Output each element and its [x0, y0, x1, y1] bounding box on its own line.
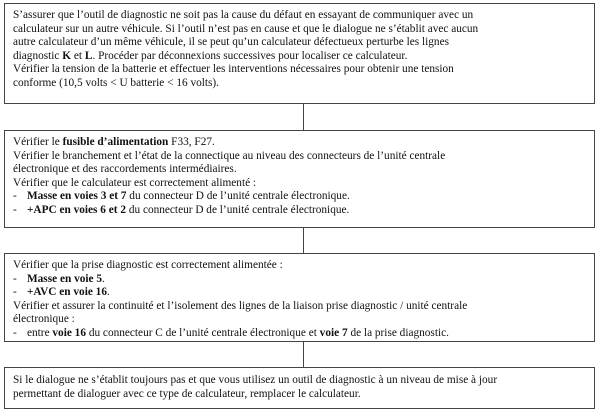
- step1-line-4a: diagnostic: [13, 49, 60, 62]
- step4-line-2: permettant de dialoguer avec ce type de calculateur, remplacer le calculateur.: [13, 387, 361, 400]
- flow-connector-3: [303, 342, 304, 367]
- step3-line-4: Vérifier et assurer la continuité et l’isolement des lignes de la liaison prise diagnostic / unité centrale: [13, 299, 468, 312]
- flow-connector-1: [303, 104, 304, 130]
- step4-line-1: Si le dialogue ne s’établit toujours pas et que vous utilisez un outil de diagnostic à un niveau de mise à jour: [13, 374, 498, 386]
- step1-line-3: autre calculateur d’un même véhicule, il se peut qu’un calculateur défectueux perturbe les lignes: [13, 36, 449, 49]
- step-box-2: [4, 130, 595, 228]
- step3-bullet-1: [13, 273, 586, 287]
- step3-bullet-3a: entre: [27, 326, 50, 339]
- step3-line-1: Vérifier que la prise diagnostic est correctement alimentée :: [13, 259, 283, 271]
- step2-line-4: Vérifier que le calculateur est correctement alimenté :: [13, 176, 257, 189]
- step2-bullet-1: [13, 190, 586, 204]
- step1-line-5: Vérifier la tension de la batterie et effectuer les interventions nécessaires pour obtenir une tension: [13, 63, 454, 76]
- period: .: [212, 136, 215, 148]
- bullet-dash: -: [13, 272, 17, 285]
- step2-bullet-2: [13, 204, 586, 218]
- step3-bullet-3: [13, 327, 586, 341]
- fuse-f27: F27: [194, 136, 212, 148]
- step1-line-4c: et: [73, 49, 83, 62]
- bullet-dash: -: [13, 190, 17, 203]
- step2-bullet-2-text: du connecteur D de l’unité centrale électronique.: [128, 203, 350, 216]
- step1-line-4e: . Procéder par déconnexions successives pour localiser ce calculateur.: [92, 49, 408, 62]
- pin-7-label: voie 7: [319, 326, 348, 339]
- bullet-dash: -: [13, 326, 17, 339]
- period: .: [106, 286, 110, 299]
- ground-pin-label: Masse en voie 5: [27, 272, 102, 285]
- pin-16-label: voie 16: [52, 326, 86, 339]
- step1-line-1: S’assurer que l’outil de diagnostic ne soit pas la cause du défaut en essayant de communiquer avec un: [13, 9, 474, 21]
- bullet-dash: -: [13, 286, 17, 299]
- step-box-1: [4, 3, 595, 104]
- step-box-4: [4, 367, 595, 409]
- step2-line-3: électronique et des raccordements intermédiaires.: [13, 163, 237, 176]
- step3-line-5: électronique :: [13, 313, 75, 326]
- ground-pins-label: Masse en voies 3 et 7: [27, 190, 127, 203]
- period: .: [102, 272, 105, 285]
- line-l-label: L: [84, 49, 93, 62]
- step3-bullet-3c: du connecteur C de l’unité centrale électronique et: [88, 326, 317, 339]
- step-box-3: [4, 253, 595, 342]
- line-k-label: K: [62, 49, 72, 62]
- step1-line-6: conforme (10,5 volts < U batterie < 16 volts).: [13, 76, 220, 89]
- flow-connector-2: [303, 228, 304, 253]
- apc-pins-label: +APC en voies 6 et 2: [27, 203, 126, 216]
- comma: ,: [188, 136, 192, 148]
- fuse-f33: F33: [171, 136, 189, 148]
- step2-bullet-1-text: du connecteur D de l’unité centrale électronique.: [129, 190, 350, 203]
- step3-bullet-3e: de la prise diagnostic.: [350, 326, 449, 339]
- step3-bullet-2: [13, 286, 586, 300]
- step2-line-2: Vérifier le branchement et l’état de la connectique au niveau des connecteurs de l’unité centrale: [13, 149, 446, 162]
- avc-pin-label: +AVC en voie 16: [27, 286, 107, 299]
- step1-line-2: calculateur sur un autre véhicule. Si l’outil n’est pas en cause et que le dialogue ne s’établit avec aucun: [13, 22, 479, 35]
- step2-line-1a: Vérifier le: [13, 136, 60, 148]
- bullet-dash: -: [13, 203, 17, 216]
- fuse-label: fusible d’alimentation: [62, 136, 169, 148]
- step2-line-1: [13, 136, 586, 150]
- step1-line-4: [13, 50, 586, 64]
